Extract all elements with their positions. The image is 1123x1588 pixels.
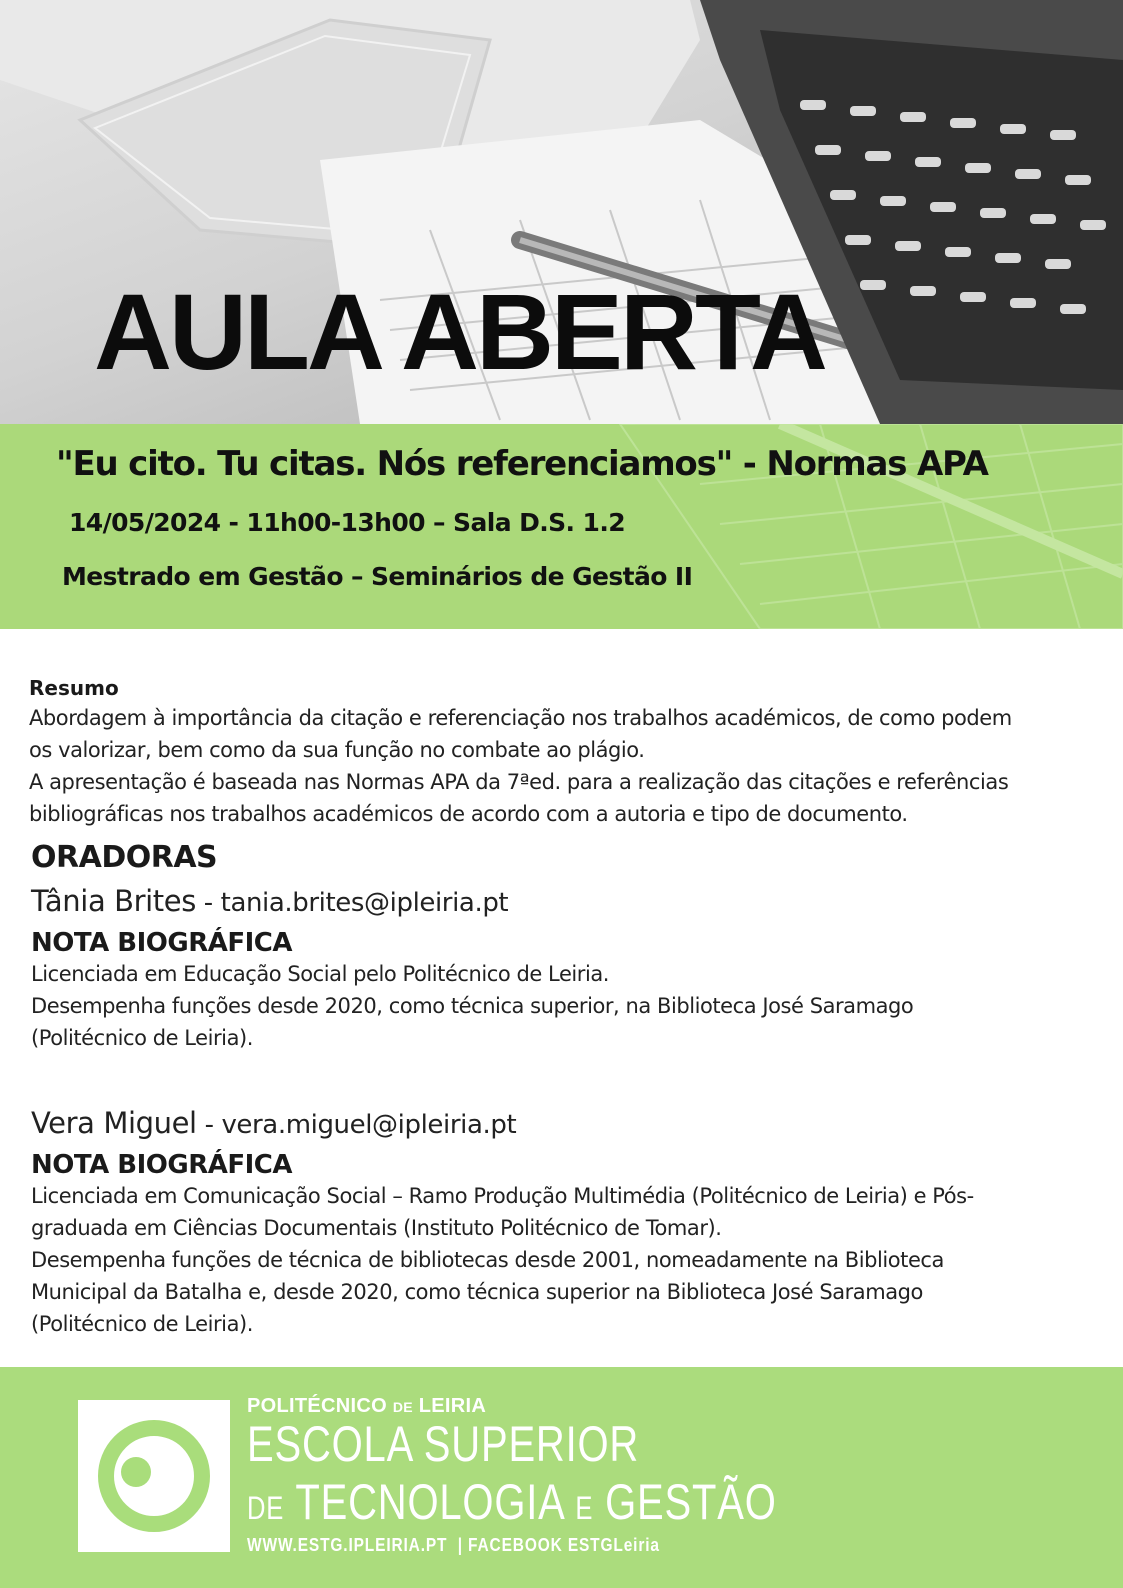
bio-line: Desempenha funções desde 2020, como técnica superior, na Biblioteca José Saramago [31,994,914,1018]
bio-line: graduada em Ciências Documentais (Instituto Politécnico de Tomar). [31,1216,722,1240]
bio-heading: NOTA BIOGRÁFICA [31,928,292,958]
speaker-email: vera.miguel@ipleiria.pt [221,1110,517,1140]
school-name-line2: DE TECNOLOGIA E GESTÃO [247,1474,777,1530]
resumo-line: Abordagem à importância da citação e referenciação nos trabalhos académicos, de como podem [29,706,1012,730]
resumo-line: A apresentação é baseada nas Normas APA da 7ªed. para a realização das citações e referências [29,770,1009,794]
resumo-line: bibliográficas nos trabalhos académicos de acordo com a autoria e tipo de documento. [29,802,908,826]
speaker-name: Vera Miguel [31,1106,197,1140]
page-title: AULA ABERTA [94,271,825,392]
event-subtitle: "Eu cito. Tu citas. Nós referenciamos" - Normas APA [56,444,988,484]
speaker-name-line [31,884,508,918]
speaker-name-line [31,1106,516,1140]
speaker-separator: - [195,888,221,918]
event-info-band [0,424,1123,629]
hero-banner [0,0,1123,424]
resumo-line: os valorizar, bem como da sua função no combate ao plágio. [29,738,645,762]
bio-line: (Politécnico de Leiria). [31,1026,253,1050]
org-name: POLITÉCNICO DE LEIRIA [247,1395,487,1417]
eye-circle-logo-icon [78,1400,230,1552]
bio-line: (Politécnico de Leiria). [31,1312,253,1336]
footer [0,1367,1123,1588]
bio-line: Municipal da Batalha e, desde 2020, como técnica superior na Biblioteca José Saramago [31,1280,923,1304]
speaker-email: tania.brites@ipleiria.pt [220,888,509,918]
school-logo [78,1400,230,1552]
event-datetime: 14/05/2024 - 11h00-13h00 – Sala D.S. 1.2 [69,508,626,537]
footer-links[interactable]: WWW.ESTG.IPLEIRIA.PT | FACEBOOK ESTGLeiria [247,1535,660,1555]
resumo-heading: Resumo [29,676,119,700]
bio-line: Licenciada em Comunicação Social – Ramo Produção Multimédia (Politécnico de Leiria) e Pós- [31,1184,974,1208]
speaker-name: Tânia Brites [31,884,196,918]
bio-heading: NOTA BIOGRÁFICA [31,1150,292,1180]
bio-line: Licenciada em Educação Social pelo Politécnico de Leiria. [31,962,610,986]
speakers-heading: ORADORAS [31,840,218,875]
bio-line: Desempenha funções de técnica de bibliotecas desde 2001, nomeadamente na Biblioteca [31,1248,944,1272]
school-name-line1: ESCOLA SUPERIOR [247,1416,640,1472]
event-program: Mestrado em Gestão – Seminários de Gestão II [62,562,693,591]
speaker-separator: - [196,1110,222,1140]
